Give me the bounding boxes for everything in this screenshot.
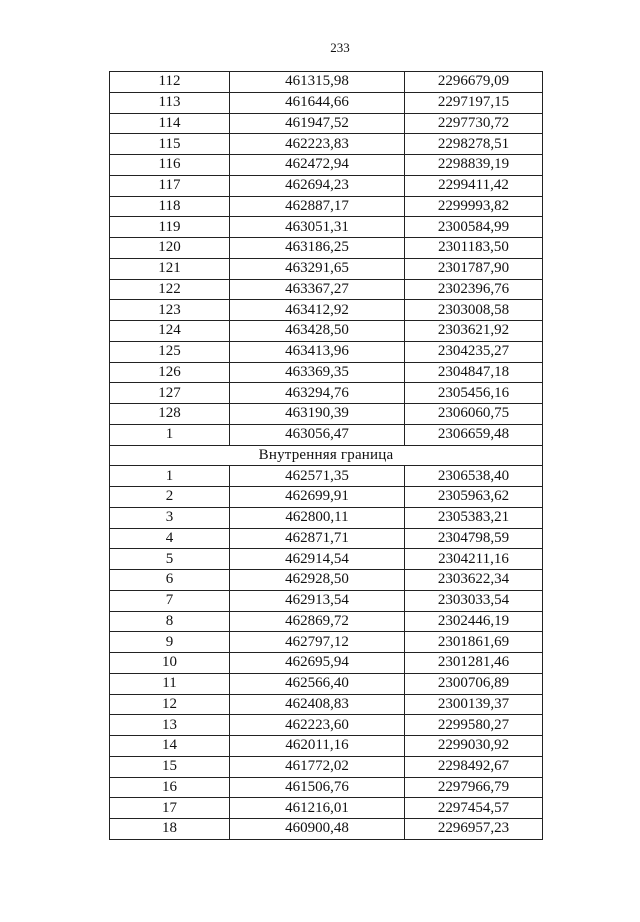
point-number-cell: 3	[110, 507, 230, 528]
point-number-cell: 120	[110, 238, 230, 259]
x-coordinate-cell: 462913,54	[230, 590, 405, 611]
table-row	[110, 72, 543, 93]
page-number: 233	[330, 40, 350, 55]
x-coordinate-cell: 462928,50	[230, 570, 405, 591]
table-row	[110, 736, 543, 757]
point-number-cell: 17	[110, 798, 230, 819]
point-number-cell: 114	[110, 113, 230, 134]
y-coordinate-cell: 2297197,15	[405, 92, 543, 113]
table-row	[110, 819, 543, 840]
point-number-cell: 13	[110, 715, 230, 736]
point-number-cell: 123	[110, 300, 230, 321]
y-coordinate-cell: 2297454,57	[405, 798, 543, 819]
point-number-cell: 15	[110, 756, 230, 777]
point-number-cell: 122	[110, 279, 230, 300]
x-coordinate-cell: 461947,52	[230, 113, 405, 134]
y-coordinate-cell: 2302446,19	[405, 611, 543, 632]
y-coordinate-cell: 2297966,79	[405, 777, 543, 798]
table-row	[110, 487, 543, 508]
x-coordinate-cell: 463367,27	[230, 279, 405, 300]
table-row	[110, 92, 543, 113]
coordinates-table-body	[110, 72, 543, 840]
table-row	[110, 217, 543, 238]
point-number-cell: 119	[110, 217, 230, 238]
table-row	[110, 507, 543, 528]
x-coordinate-cell: 461772,02	[230, 756, 405, 777]
coordinates-table	[109, 71, 543, 840]
section-title: Внутренняя граница	[110, 445, 543, 466]
x-coordinate-cell: 462869,72	[230, 611, 405, 632]
y-coordinate-cell: 2299993,82	[405, 196, 543, 217]
table-row	[110, 715, 543, 736]
y-coordinate-cell: 2305456,16	[405, 383, 543, 404]
table-row	[110, 134, 543, 155]
table-row	[110, 466, 543, 487]
y-coordinate-cell: 2300139,37	[405, 694, 543, 715]
y-coordinate-cell: 2306538,40	[405, 466, 543, 487]
point-number-cell: 5	[110, 549, 230, 570]
y-coordinate-cell: 2301281,46	[405, 653, 543, 674]
y-coordinate-cell: 2301787,90	[405, 258, 543, 279]
x-coordinate-cell: 463412,92	[230, 300, 405, 321]
table-row	[110, 611, 543, 632]
point-number-cell: 124	[110, 321, 230, 342]
table-row	[110, 632, 543, 653]
table-row	[110, 155, 543, 176]
x-coordinate-cell: 462797,12	[230, 632, 405, 653]
point-number-cell: 14	[110, 736, 230, 757]
point-number-cell: 113	[110, 92, 230, 113]
x-coordinate-cell: 462571,35	[230, 466, 405, 487]
x-coordinate-cell: 460900,48	[230, 819, 405, 840]
table-row	[110, 694, 543, 715]
y-coordinate-cell: 2296957,23	[405, 819, 543, 840]
table-row	[110, 756, 543, 777]
y-coordinate-cell: 2299580,27	[405, 715, 543, 736]
x-coordinate-cell: 462887,17	[230, 196, 405, 217]
table-row	[110, 175, 543, 196]
point-number-cell: 2	[110, 487, 230, 508]
point-number-cell: 116	[110, 155, 230, 176]
table-row	[110, 590, 543, 611]
point-number-cell: 112	[110, 72, 230, 93]
y-coordinate-cell: 2303008,58	[405, 300, 543, 321]
table-row	[110, 673, 543, 694]
point-number-cell: 12	[110, 694, 230, 715]
x-coordinate-cell: 462871,71	[230, 528, 405, 549]
point-number-cell: 1	[110, 424, 230, 445]
point-number-cell: 118	[110, 196, 230, 217]
y-coordinate-cell: 2298278,51	[405, 134, 543, 155]
point-number-cell: 117	[110, 175, 230, 196]
point-number-cell: 7	[110, 590, 230, 611]
table-row	[110, 300, 543, 321]
y-coordinate-cell: 2306060,75	[405, 404, 543, 425]
y-coordinate-cell: 2299030,92	[405, 736, 543, 757]
table-row	[110, 258, 543, 279]
y-coordinate-cell: 2299411,42	[405, 175, 543, 196]
y-coordinate-cell: 2301183,50	[405, 238, 543, 259]
x-coordinate-cell: 462800,11	[230, 507, 405, 528]
x-coordinate-cell: 461644,66	[230, 92, 405, 113]
x-coordinate-cell: 463413,96	[230, 341, 405, 362]
table-row	[110, 383, 543, 404]
table-row	[110, 424, 543, 445]
x-coordinate-cell: 462223,60	[230, 715, 405, 736]
x-coordinate-cell: 462472,94	[230, 155, 405, 176]
y-coordinate-cell: 2306659,48	[405, 424, 543, 445]
x-coordinate-cell: 462699,91	[230, 487, 405, 508]
y-coordinate-cell: 2297730,72	[405, 113, 543, 134]
x-coordinate-cell: 461216,01	[230, 798, 405, 819]
x-coordinate-cell: 462223,83	[230, 134, 405, 155]
table-row	[110, 321, 543, 342]
table-row	[110, 777, 543, 798]
x-coordinate-cell: 462408,83	[230, 694, 405, 715]
y-coordinate-cell: 2305963,62	[405, 487, 543, 508]
table-row	[110, 653, 543, 674]
table-row	[110, 549, 543, 570]
y-coordinate-cell: 2304235,27	[405, 341, 543, 362]
x-coordinate-cell: 463428,50	[230, 321, 405, 342]
x-coordinate-cell: 462695,94	[230, 653, 405, 674]
point-number-cell: 18	[110, 819, 230, 840]
x-coordinate-cell: 462011,16	[230, 736, 405, 757]
point-number-cell: 121	[110, 258, 230, 279]
table-row	[110, 238, 543, 259]
table-row	[110, 196, 543, 217]
x-coordinate-cell: 463294,76	[230, 383, 405, 404]
table-row	[110, 528, 543, 549]
y-coordinate-cell: 2304211,16	[405, 549, 543, 570]
point-number-cell: 10	[110, 653, 230, 674]
y-coordinate-cell: 2296679,09	[405, 72, 543, 93]
x-coordinate-cell: 463051,31	[230, 217, 405, 238]
x-coordinate-cell: 461506,76	[230, 777, 405, 798]
y-coordinate-cell: 2304847,18	[405, 362, 543, 383]
y-coordinate-cell: 2305383,21	[405, 507, 543, 528]
table-row	[110, 341, 543, 362]
y-coordinate-cell: 2300706,89	[405, 673, 543, 694]
y-coordinate-cell: 2300584,99	[405, 217, 543, 238]
point-number-cell: 11	[110, 673, 230, 694]
x-coordinate-cell: 463291,65	[230, 258, 405, 279]
y-coordinate-cell: 2298492,67	[405, 756, 543, 777]
table-row	[110, 362, 543, 383]
x-coordinate-cell: 461315,98	[230, 72, 405, 93]
x-coordinate-cell: 463186,25	[230, 238, 405, 259]
x-coordinate-cell: 462566,40	[230, 673, 405, 694]
table-row	[110, 404, 543, 425]
y-coordinate-cell: 2304798,59	[405, 528, 543, 549]
y-coordinate-cell: 2301861,69	[405, 632, 543, 653]
point-number-cell: 6	[110, 570, 230, 591]
point-number-cell: 16	[110, 777, 230, 798]
y-coordinate-cell: 2302396,76	[405, 279, 543, 300]
table-row	[110, 113, 543, 134]
point-number-cell: 8	[110, 611, 230, 632]
point-number-cell: 1	[110, 466, 230, 487]
section-header-row	[110, 445, 543, 466]
y-coordinate-cell: 2303033,54	[405, 590, 543, 611]
y-coordinate-cell: 2303622,34	[405, 570, 543, 591]
x-coordinate-cell: 463056,47	[230, 424, 405, 445]
point-number-cell: 125	[110, 341, 230, 362]
x-coordinate-cell: 463190,39	[230, 404, 405, 425]
y-coordinate-cell: 2298839,19	[405, 155, 543, 176]
x-coordinate-cell: 463369,35	[230, 362, 405, 383]
point-number-cell: 126	[110, 362, 230, 383]
table-row	[110, 279, 543, 300]
point-number-cell: 115	[110, 134, 230, 155]
table-row	[110, 570, 543, 591]
point-number-cell: 128	[110, 404, 230, 425]
point-number-cell: 127	[110, 383, 230, 404]
x-coordinate-cell: 462694,23	[230, 175, 405, 196]
point-number-cell: 4	[110, 528, 230, 549]
table-row	[110, 798, 543, 819]
y-coordinate-cell: 2303621,92	[405, 321, 543, 342]
x-coordinate-cell: 462914,54	[230, 549, 405, 570]
point-number-cell: 9	[110, 632, 230, 653]
